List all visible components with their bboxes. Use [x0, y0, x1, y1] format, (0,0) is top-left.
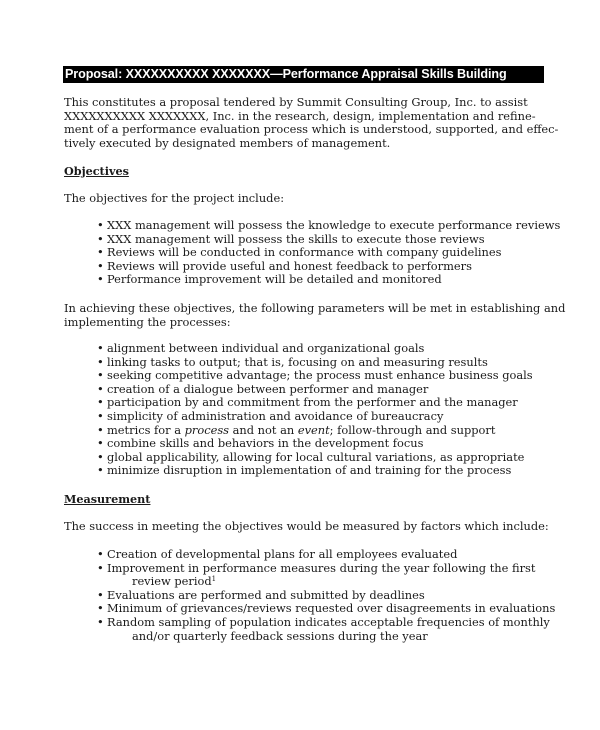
measurement-list	[96, 548, 555, 643]
list-item	[96, 616, 555, 643]
list-item	[96, 562, 555, 589]
list-item: • Reviews will provide useful and honest feedback to performers	[96, 260, 560, 274]
list-item-text: ; follow-through and support	[329, 422, 496, 437]
list-item-text: metrics for a	[107, 422, 185, 437]
list-item-text: Improvement in performance measures during the year following the first	[107, 560, 536, 575]
list-item: • simplicity of administration and avoidance of bureaucracy	[96, 410, 533, 424]
parameters-lead-line: implementing the processes:	[64, 314, 231, 329]
list-item: • Evaluations are performed and submitted by deadlines	[96, 589, 555, 603]
measurement-lead: The success in meeting the objectives would be measured by factors which include:	[64, 519, 549, 533]
list-item-continuation	[107, 575, 555, 589]
list-item: • Performance improvement will be detailed and monitored	[96, 273, 560, 287]
list-item-text: and not an	[229, 422, 298, 437]
parameters-lead-line: In achieving these objectives, the following parameters will be met in establishing and	[64, 301, 566, 315]
list-item: • Minimum of grievances/reviews requested over disagreements in evaluations	[96, 602, 555, 616]
objectives-lead: The objectives for the project include:	[64, 191, 285, 205]
intro-line: XXXXXXXXXX XXXXXXX, Inc. in the research, design, implementation and refine-	[64, 108, 536, 123]
list-item: • seeking competitive advantage; the process must enhance business goals	[96, 369, 533, 383]
intro-line: ment of a performance evaluation process which is understood, supported, and effec-	[64, 122, 559, 136]
list-item: • alignment between individual and organizational goals	[96, 342, 533, 356]
objectives-list	[96, 219, 560, 287]
intro-line: This constitutes a proposal tendered by Summit Consulting Group, Inc. to assist	[64, 95, 528, 109]
list-item: • XXX management will possess the skills to execute those reviews	[96, 233, 560, 247]
list-item: • minimize disruption in implementation of and training for the process	[96, 464, 533, 478]
list-item: • Creation of developmental plans for all employees evaluated	[96, 548, 555, 562]
footnote-marker[interactable]: 1	[211, 575, 217, 584]
list-item: • XXX management will possess the knowledge to execute performance reviews	[96, 219, 560, 233]
measurement-heading: Measurement	[64, 492, 151, 506]
parameters-list	[96, 342, 533, 478]
list-item: • combine skills and behaviors in the development focus	[96, 437, 533, 451]
list-item-continuation: and/or quarterly feedback sessions during the year	[132, 628, 428, 643]
emphasis-event: event	[297, 422, 330, 437]
document-title: Proposal: XXXXXXXXXX XXXXXXX—Performance Appraisal Skills Building	[63, 66, 544, 83]
intro-line: tively executed by designated members of management.	[64, 135, 391, 150]
list-item: • creation of a dialogue between performer and manager	[96, 383, 533, 397]
list-item-text: review period	[132, 574, 212, 589]
list-item	[96, 424, 533, 438]
emphasis-process: process	[184, 422, 230, 437]
list-item-text: Random sampling of population indicates acceptable frequencies of monthly	[107, 614, 550, 629]
list-item: • participation by and commitment from the performer and the manager	[96, 396, 533, 410]
list-item: • global applicability, allowing for local cultural variations, as appropriate	[96, 451, 533, 465]
list-item: • Reviews will be conducted in conformance with company guidelines	[96, 246, 560, 260]
list-item: • linking tasks to output; that is, focusing on and measuring results	[96, 356, 533, 370]
objectives-heading: Objectives	[64, 164, 129, 178]
